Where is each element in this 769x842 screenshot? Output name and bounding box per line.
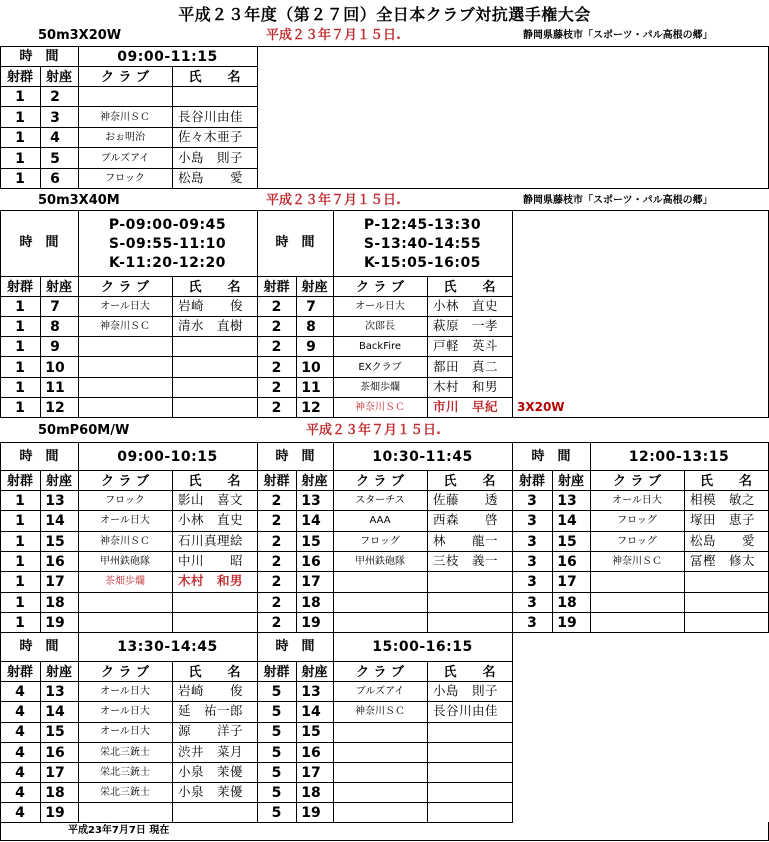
group-header: 射群	[6, 665, 33, 680]
event-date: 平成２３年７月１５日.	[266, 28, 401, 43]
group-cell: 1	[15, 400, 25, 416]
group-cell: 4	[15, 744, 25, 761]
lane-cell: 18	[301, 594, 321, 611]
group-header: 射群	[6, 280, 33, 295]
session-time: P-09:00-09:45	[108, 217, 227, 233]
grid-line-v	[427, 276, 428, 418]
club-header: ク ラ ブ	[100, 70, 150, 85]
group-cell: 2	[271, 574, 282, 591]
club-cell: AAA	[369, 515, 391, 527]
group-cell: 2	[271, 299, 282, 315]
club-cell: スターチス	[355, 495, 405, 506]
lane-cell: 18	[301, 785, 321, 801]
name-cell: 相模 敏之	[690, 492, 756, 507]
group-cell: 5	[271, 805, 282, 822]
name-cell: 市川 早紀	[433, 399, 499, 414]
name-header: 氏 名	[188, 665, 241, 680]
group-cell: 2	[271, 379, 282, 396]
grid-line-h	[0, 551, 769, 552]
event-date: 平成２３年７月１５日.	[266, 193, 401, 208]
lane-cell: 2	[50, 89, 60, 105]
group-header: 射群	[263, 474, 290, 489]
group-header: 射群	[518, 474, 545, 489]
name-cell: 林 龍一	[433, 532, 499, 548]
club-cell: フロック	[105, 173, 145, 184]
club-cell: オール日大	[100, 686, 150, 697]
lane-header: 射座	[557, 474, 584, 489]
event-title: 50m3X20W	[38, 28, 122, 43]
group-cell: 2	[271, 400, 282, 416]
group-cell: 4	[15, 805, 25, 822]
name-cell: 延 祐一郎	[178, 703, 244, 719]
event-title: 50m3X40M	[38, 193, 120, 208]
club-cell: オール日大	[100, 706, 150, 718]
name-cell: 小林 直史	[178, 512, 244, 528]
session-time: 12:00-13:15	[628, 449, 730, 465]
lane-cell: 16	[557, 553, 577, 570]
lane-header: 射座	[45, 665, 72, 680]
lane-header: 射座	[301, 474, 328, 489]
lane-cell: 9	[306, 339, 316, 356]
grid-line-h	[0, 147, 258, 148]
session-time: S-09:55-11:10	[108, 236, 227, 252]
grid-line-h	[0, 490, 769, 491]
lane-header: 射座	[301, 280, 328, 295]
group-header: 射群	[263, 280, 290, 295]
club-cell: 甲州鉄砲隊	[355, 555, 405, 567]
club-cell: オール日大	[612, 495, 662, 506]
group-cell: 4	[15, 785, 25, 801]
group-cell: 5	[271, 684, 282, 700]
name-cell: 岩崎 俊	[178, 298, 244, 313]
lane-cell: 13	[301, 684, 321, 700]
lane-cell: 5	[50, 150, 60, 167]
group-cell: 3	[527, 533, 537, 550]
club-cell: フロック	[105, 495, 145, 506]
grid-line-h	[0, 612, 769, 613]
name-cell: 長谷川由佳	[178, 108, 244, 124]
club-header: ク ラ ブ	[355, 280, 405, 295]
group-cell: 5	[271, 704, 282, 721]
time-header: 時 間	[19, 235, 59, 250]
grid-line-v	[333, 632, 334, 823]
group-cell: 2	[271, 339, 282, 356]
group-cell: 1	[15, 359, 25, 376]
lane-cell: 11	[45, 379, 65, 396]
group-cell: 1	[15, 553, 25, 570]
group-cell: 1	[15, 130, 25, 146]
group-cell: 4	[15, 704, 25, 721]
venue: 静岡県藤枝市「スポーツ・パル高根の郷」	[523, 195, 713, 206]
group-cell: 4	[15, 764, 25, 781]
club-cell: オール日大	[100, 515, 150, 527]
club-cell: 茶畑歩爛	[105, 576, 145, 588]
name-cell: 小泉 茉優	[178, 763, 244, 779]
group-cell: 1	[15, 171, 25, 187]
group-cell: 1	[15, 319, 25, 336]
grid-line-v	[684, 470, 685, 633]
session-time: P-12:45-13:30	[363, 217, 482, 233]
name-header: 氏 名	[188, 474, 241, 489]
lane-cell: 3	[50, 109, 60, 126]
lane-header: 射座	[301, 665, 328, 680]
grid-line-h	[0, 470, 769, 471]
name-cell: 戸軽 英斗	[433, 338, 499, 354]
club-header: ク ラ ブ	[355, 665, 405, 680]
lane-header: 射座	[45, 70, 72, 85]
group-cell: 1	[15, 89, 25, 105]
lane-cell: 12	[45, 400, 65, 416]
group-cell: 2	[271, 594, 282, 611]
group-cell: 3	[527, 574, 537, 591]
club-cell: 神奈川ＳＣ	[100, 111, 150, 123]
grid-line-v	[40, 66, 41, 189]
time-header: 時 間	[275, 235, 315, 250]
group-cell: 3	[527, 493, 537, 509]
group-cell: 2	[271, 614, 282, 631]
grid-line-h	[0, 510, 769, 511]
name-cell: 三枝 義一	[433, 552, 499, 568]
group-cell: 1	[15, 513, 25, 530]
lane-cell: 14	[301, 704, 321, 721]
grid-line-h	[0, 106, 258, 107]
group-cell: 1	[15, 614, 25, 631]
club-cell: 次郎長	[365, 321, 395, 333]
time-header: 時 間	[531, 449, 571, 464]
lane-cell: 19	[45, 614, 65, 631]
group-cell: 1	[15, 574, 25, 591]
session-time: 10:30-11:45	[372, 449, 473, 465]
name-header: 氏 名	[443, 665, 496, 680]
group-cell: 5	[271, 744, 282, 761]
name-cell: 清水 直樹	[178, 318, 244, 334]
session-time: K-11:20-12:20	[109, 255, 226, 271]
grid-line-v	[427, 470, 428, 633]
name-cell: 佐藤 透	[433, 492, 499, 507]
grid-line-h	[0, 592, 769, 593]
grid-line-h	[0, 571, 769, 572]
page-title: 平成２３年度（第２７回）全日本クラブ対抗選手権大会	[178, 5, 591, 24]
event-title: 50mP60M/W	[38, 423, 130, 438]
lane-cell: 6	[50, 171, 60, 187]
club-cell: ブルズアイ	[355, 686, 405, 697]
name-cell: 木村 和男	[178, 573, 244, 589]
lane-cell: 18	[45, 594, 65, 611]
grid-line-v	[172, 276, 173, 418]
name-header: 氏 名	[188, 280, 241, 295]
lane-cell: 7	[50, 299, 60, 315]
grid-line-v	[172, 66, 173, 189]
group-cell: 3	[527, 553, 537, 570]
lane-cell: 15	[301, 533, 321, 550]
time-header: 時 間	[275, 639, 315, 654]
club-cell: 神奈川ＳＣ	[355, 402, 405, 413]
lane-cell: 17	[45, 574, 65, 591]
group-cell: 2	[271, 533, 282, 550]
session-time: 15:00-16:15	[372, 639, 473, 655]
name-cell: 松島 愛	[690, 532, 756, 548]
lane-cell: 15	[45, 533, 65, 550]
group-cell: 1	[15, 379, 25, 396]
grid-line-h	[0, 840, 769, 841]
name-cell: 松島 愛	[178, 170, 244, 185]
club-cell: EXクラブ	[358, 361, 402, 373]
grid-line-v	[512, 632, 513, 823]
lane-cell: 18	[45, 785, 65, 801]
lane-cell: 11	[301, 379, 321, 396]
club-cell: 神奈川ＳＣ	[612, 555, 662, 567]
name-cell: 岩崎 俊	[178, 683, 244, 698]
club-cell: 神奈川ＳＣ	[100, 321, 150, 333]
venue: 静岡県藤枝市「スポーツ・パル高根の郷」	[523, 30, 713, 41]
name-header: 氏 名	[443, 474, 496, 489]
grid-line-h	[0, 417, 769, 418]
lane-cell: 17	[301, 764, 321, 781]
lane-cell: 14	[301, 513, 321, 530]
lane-cell: 12	[301, 400, 321, 416]
grid-line-v	[0, 822, 1, 841]
name-cell: 小泉 茉優	[178, 784, 244, 799]
lane-cell: 8	[306, 319, 316, 336]
club-cell: フロッグ	[360, 535, 400, 547]
lane-cell: 8	[50, 319, 60, 336]
group-cell: 1	[15, 299, 25, 315]
grid-line-h	[0, 46, 769, 47]
name-cell: 冨樫 修太	[690, 552, 756, 568]
group-cell: 1	[15, 594, 25, 611]
club-header: ク ラ ブ	[100, 665, 150, 680]
group-cell: 1	[15, 339, 25, 356]
lane-cell: 13	[301, 493, 321, 509]
name-cell: 中川 昭	[178, 552, 244, 568]
group-cell: 1	[15, 493, 25, 509]
lane-cell: 14	[557, 513, 577, 530]
club-header: ク ラ ブ	[100, 474, 150, 489]
group-header: 射群	[6, 474, 33, 489]
name-cell: 小林 直史	[433, 298, 499, 313]
name-cell: 木村 和男	[433, 378, 499, 394]
name-cell: 影山 喜文	[178, 492, 244, 507]
lane-cell: 19	[301, 805, 321, 822]
lane-cell: 13	[45, 684, 65, 700]
grid-line-v	[512, 210, 513, 418]
club-cell: オール日大	[100, 726, 150, 738]
name-cell: 都田 真二	[433, 358, 499, 374]
session-time: K-15:05-16:05	[364, 255, 481, 271]
group-cell: 2	[271, 493, 282, 509]
name-cell: 佐々木亜子	[178, 129, 244, 144]
club-header: ク ラ ブ	[355, 474, 405, 489]
lane-cell: 4	[50, 130, 60, 146]
name-cell: 塚田 恵子	[690, 512, 756, 528]
name-cell: 小島 則子	[178, 149, 244, 165]
club-cell: 茶畑歩爛	[360, 381, 400, 393]
name-cell: 源 洋子	[178, 723, 244, 739]
as-of-date: 平成23年7月7日 現在	[68, 825, 170, 836]
club-cell: フロッグ	[617, 535, 657, 547]
session-time: S-13:40-14:55	[363, 236, 482, 252]
lane-cell: 18	[557, 594, 577, 611]
name-cell: 長谷川由佳	[433, 703, 499, 719]
group-cell: 5	[271, 724, 282, 741]
lane-cell: 19	[557, 614, 577, 631]
grid-line-h	[0, 86, 258, 87]
club-cell: 栄北三銃士	[100, 787, 150, 798]
group-cell: 5	[271, 764, 282, 781]
grid-line-h	[0, 210, 769, 211]
lane-cell: 16	[301, 744, 321, 761]
club-cell: 甲州鉄砲隊	[100, 555, 150, 567]
lane-cell: 10	[45, 359, 65, 376]
club-cell: フロッグ	[617, 515, 657, 527]
group-cell: 5	[271, 785, 282, 801]
group-cell: 3	[527, 614, 537, 631]
grid-line-v	[172, 470, 173, 633]
grid-line-v	[257, 46, 258, 189]
grid-line-h	[0, 66, 258, 67]
lane-cell: 17	[301, 574, 321, 591]
lane-cell: 13	[45, 493, 65, 509]
lane-cell: 16	[45, 744, 65, 761]
group-cell: 1	[15, 109, 25, 126]
lane-cell: 19	[301, 614, 321, 631]
name-cell: 小島 則子	[433, 683, 499, 698]
grid-line-h	[0, 531, 769, 532]
lane-cell: 17	[45, 764, 65, 781]
grid-line-v	[427, 661, 428, 823]
lane-cell: 14	[45, 513, 65, 530]
group-cell: 1	[15, 150, 25, 167]
club-cell: 神奈川ＳＣ	[355, 706, 405, 718]
group-cell: 2	[271, 319, 282, 336]
name-cell: 西森 啓	[433, 512, 499, 528]
name-header: 氏 名	[699, 474, 752, 489]
session-time: 09:00-10:15	[117, 449, 218, 465]
lane-cell: 19	[45, 805, 65, 822]
lane-cell: 13	[557, 493, 577, 509]
lane-cell: 15	[301, 724, 321, 741]
session-time: 13:30-14:45	[117, 639, 218, 655]
club-cell: オール日大	[100, 301, 150, 312]
time-header: 時 間	[19, 449, 59, 464]
session-time: 09:00-11:15	[117, 49, 218, 65]
club-header: ク ラ ブ	[100, 280, 150, 295]
note-3x20w: 3X20W	[517, 400, 565, 414]
lane-cell: 16	[45, 553, 65, 570]
group-cell: 2	[271, 513, 282, 530]
group-cell: 4	[15, 684, 25, 700]
name-cell: 萩原 一孝	[433, 318, 499, 334]
lane-cell: 9	[50, 339, 60, 356]
grid-line-h	[0, 127, 258, 128]
grid-line-h	[0, 442, 769, 443]
event-date: 平成２３年７月１５日.	[306, 423, 441, 438]
group-cell: 1	[15, 533, 25, 550]
time-header: 時 間	[19, 639, 59, 654]
club-cell: BackFire	[358, 341, 402, 353]
lane-cell: 7	[306, 299, 316, 315]
name-cell: 石川真理絵	[178, 532, 244, 548]
group-cell: 2	[271, 359, 282, 376]
time-header: 時 間	[275, 449, 315, 464]
group-header: 射群	[6, 70, 33, 85]
lane-cell: 16	[301, 553, 321, 570]
time-header: 時 間	[19, 49, 59, 64]
lane-cell: 10	[301, 359, 321, 376]
group-cell: 3	[527, 513, 537, 530]
name-cell: 渋井 菜月	[178, 743, 244, 759]
lane-header: 射座	[45, 474, 72, 489]
grid-line-h	[0, 188, 769, 189]
group-cell: 2	[271, 553, 282, 570]
club-header: ク ラ ブ	[612, 474, 662, 489]
lane-cell: 14	[45, 704, 65, 721]
grid-line-h	[0, 632, 769, 633]
club-cell: おぉ明治	[105, 132, 145, 143]
club-cell: 栄北三銃士	[100, 766, 150, 778]
lane-cell: 17	[557, 574, 577, 591]
lane-cell: 15	[557, 533, 577, 550]
club-cell: 栄北三銃士	[100, 746, 150, 758]
name-header: 氏 名	[188, 70, 241, 85]
group-cell: 3	[527, 594, 537, 611]
name-header: 氏 名	[443, 280, 496, 295]
club-cell: 神奈川ＳＣ	[100, 535, 150, 547]
lane-cell: 15	[45, 724, 65, 741]
club-cell: オール日大	[355, 301, 405, 312]
group-header: 射群	[263, 665, 290, 680]
grid-line-h	[0, 168, 258, 169]
club-cell: ブルズアイ	[100, 152, 150, 164]
group-cell: 4	[15, 724, 25, 741]
lane-header: 射座	[45, 280, 72, 295]
grid-line-v	[172, 661, 173, 823]
